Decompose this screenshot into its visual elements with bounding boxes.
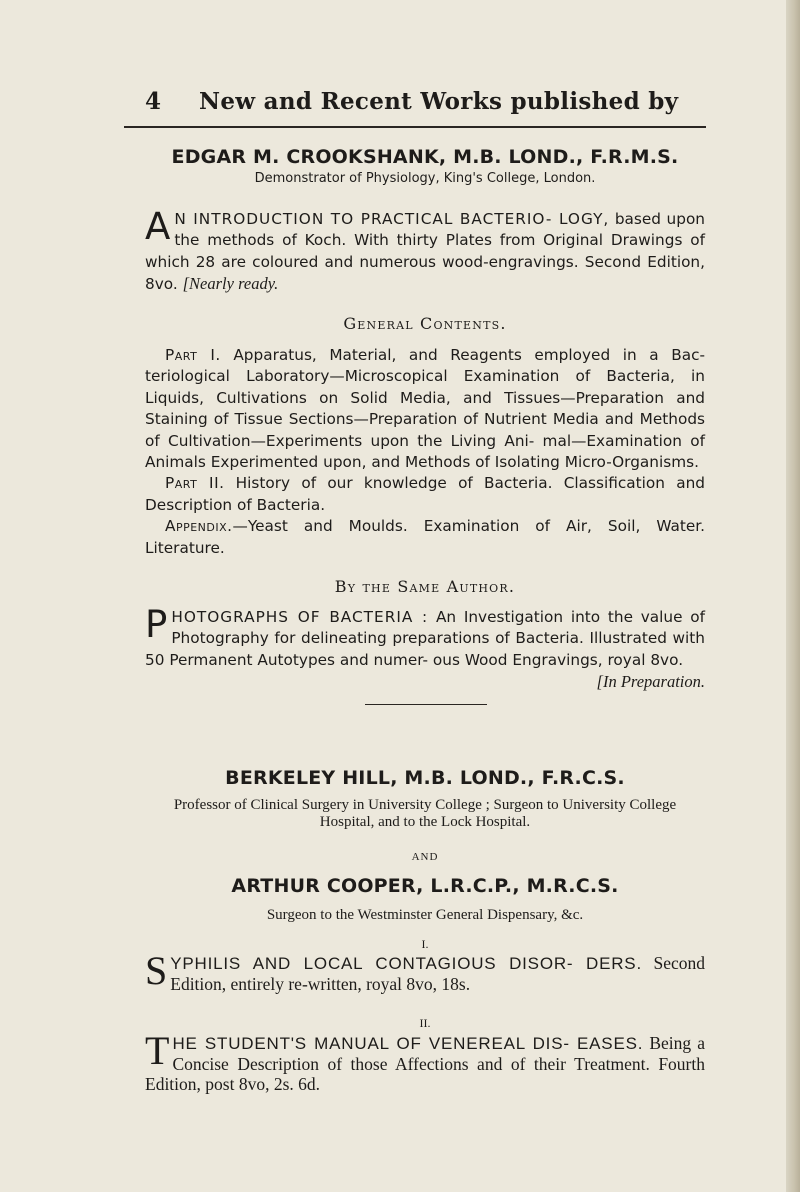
author-affiliation: Surgeon to the Westminster General Dispensary, &c. — [266, 907, 584, 923]
numeral-wrap-1 — [145, 937, 705, 952]
section-divider — [365, 704, 487, 705]
book-description: Second Edition, entirely re-written, royal 8vo, 18s. — [170, 953, 705, 994]
author-block-cooper — [145, 875, 705, 924]
appendix-entry — [145, 516, 705, 559]
part-1-label: Part I. — [165, 346, 221, 364]
author-block-hill — [145, 767, 705, 832]
contents-body — [145, 345, 705, 559]
book-status: [In Preparation. — [596, 672, 705, 692]
appendix-text: —Yeast and Moulds. Examination of Air, Soil, Water. Literature. — [145, 517, 705, 557]
book-title: HE STUDENT'S MANUAL OF VENEREAL DIS- EASES. — [172, 1034, 644, 1053]
book-status: [Nearly ready. — [182, 274, 279, 294]
drop-cap: A — [145, 205, 171, 248]
book-description: Being a Concise Description of those Affections and of their Treatment. Fourth Edition, post 8vo, 2s. 6d. — [145, 1033, 705, 1094]
book-title: HOTOGRAPHS OF BACTERIA : — [171, 608, 429, 626]
author-affiliation: Demonstrator of Physiology, King's College, London. — [254, 171, 596, 186]
head-rule — [124, 126, 706, 128]
author-name: BERKELEY HILL, M.B. LOND., F.R.C.S. — [225, 767, 625, 789]
book-entry-venereal — [145, 1028, 705, 1094]
book-entry-bacteriology — [145, 205, 706, 296]
numeral-wrap-2 — [145, 1016, 705, 1031]
part-2-text: History of our knowledge of Bacteria. Classification and Description of Bacteria. — [145, 474, 705, 514]
and-word: AND — [411, 851, 439, 863]
same-author-heading-wrap — [145, 577, 705, 596]
book-description: based upon the methods of Koch. With thirty Plates from Original Drawings of which 28 are coloured and numerous wood-engravings. Second Edition, 8vo. — [145, 210, 706, 294]
part-1-entry — [145, 345, 705, 473]
drop-cap: P — [145, 603, 168, 646]
author-block-crookshank — [145, 146, 705, 187]
book-title: N INTRODUCTION TO PRACTICAL BACTERIO- LOGY, — [174, 210, 610, 228]
running-head-title: New and Recent Works published by — [199, 88, 679, 115]
drop-cap: S — [145, 948, 168, 993]
author-name: EDGAR M. CROOKSHANK, M.B. LOND., F.R.M.S. — [171, 146, 679, 168]
part-2-entry — [145, 473, 705, 516]
and-divider — [145, 851, 705, 863]
author-affiliation: Professor of Clinical Surgery in University College ; Surgeon to University College Hospital, and to the Lock Hospital. — [173, 797, 677, 831]
book-entry-syphilis — [145, 948, 705, 994]
drop-cap: T — [145, 1028, 170, 1073]
same-author-heading: By the Same Author. — [334, 577, 516, 596]
appendix-label: Appendix. — [165, 517, 233, 536]
page-number: 4 — [145, 88, 162, 115]
contents-heading-wrap — [145, 314, 705, 333]
book-title: YPHILIS AND LOCAL CONTAGIOUS DISOR- DERS. — [170, 954, 642, 973]
book-numeral: I. — [421, 937, 429, 951]
book-entry-photographs — [145, 603, 705, 693]
book-description: An Investigation into the value of Photography for delineating preparations of Bacteria. Illustrated with 50 Permanent Autotypes and numer- ous Wood Engravings, royal 8vo. — [145, 608, 705, 669]
page-edge — [786, 0, 800, 1192]
book-numeral: II. — [419, 1016, 431, 1030]
author-name: ARTHUR COOPER, L.R.C.P., M.R.C.S. — [231, 875, 619, 897]
part-1-text: Apparatus, Material, and Reagents employed in a Bac- teriological Laboratory—Microscopical Examination of Bacteria, in Liquids, Cultivations on Solid Media, and Tissues—Preparation and Staining of Tissue Sections—Preparation of Nutrient Media and Methods of Cultivation—Experiments upon the Living Ani- mal—Examination of Animals Experimented upon, and Methods of Isolating Micro-Organisms. — [145, 346, 705, 472]
contents-heading: General Contents. — [343, 314, 507, 333]
part-2-label: Part II. — [165, 474, 225, 493]
